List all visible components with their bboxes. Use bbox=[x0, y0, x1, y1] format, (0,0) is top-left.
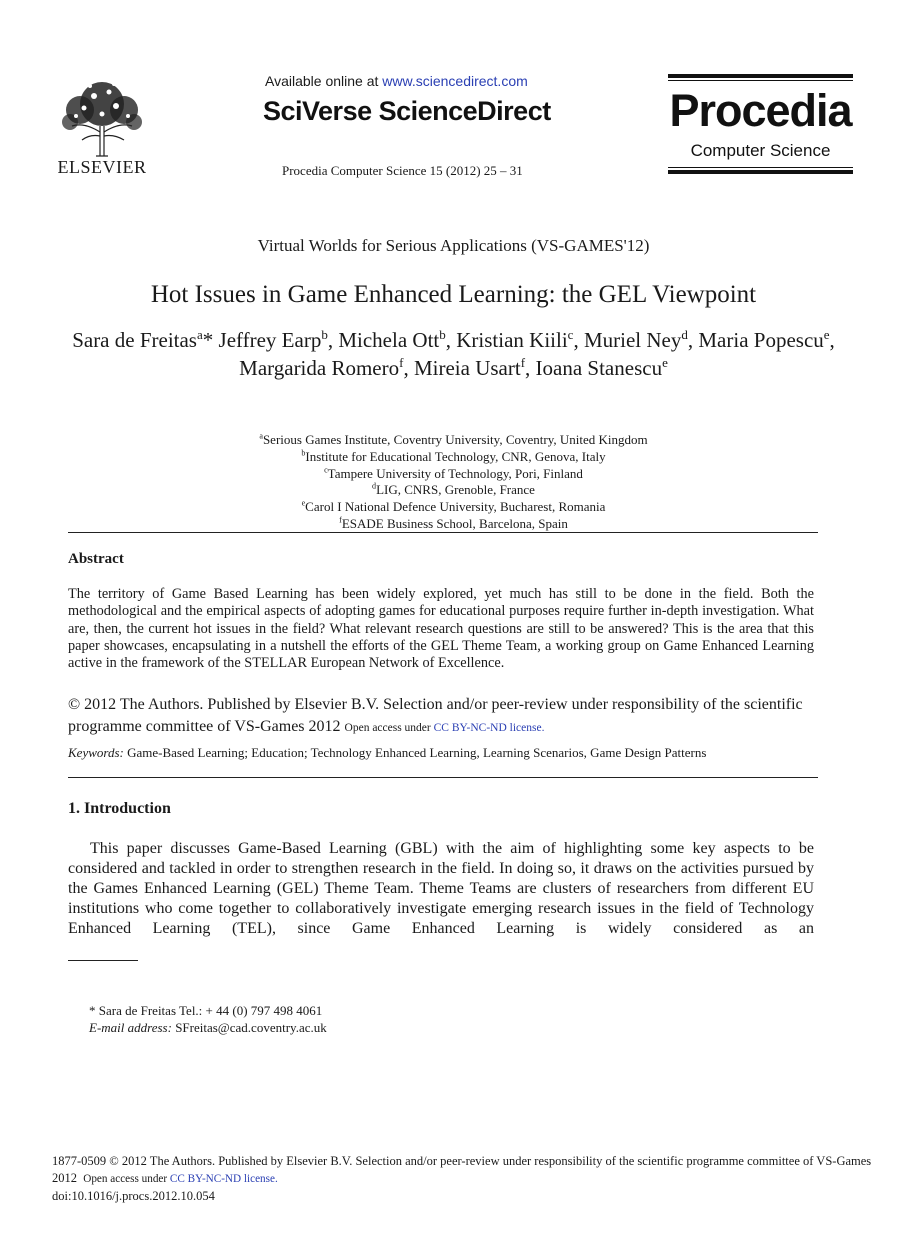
author-affiliation-mark: d bbox=[681, 327, 688, 342]
affiliation-list bbox=[0, 432, 907, 533]
author-name: Ioana Stanescu bbox=[535, 356, 663, 380]
affiliation: $^b$Institute for Educational Technology, CNR, Genova, Italy bbox=[301, 448, 606, 464]
author-affiliation-mark: f bbox=[520, 355, 526, 370]
available-online: Available online at www.sciencedirect.com bbox=[265, 73, 528, 89]
sciencedirect-link[interactable]: www.sciencedirect.com bbox=[382, 73, 528, 89]
publication-meta bbox=[52, 1153, 872, 1205]
footnote-rule bbox=[68, 960, 138, 961]
doi: doi:10.1016/j.procs.2012.10.054 bbox=[52, 1189, 215, 1203]
affiliation: $^d$LIG, CNRS, Grenoble, France bbox=[372, 482, 535, 498]
affiliation: $^c$Tampere University of Technology, Pori, Finland bbox=[324, 465, 583, 481]
conference-name: Virtual Worlds for Serious Applications (VS-GAMES'12) bbox=[257, 236, 650, 255]
header-divider bbox=[68, 532, 818, 533]
abstract-divider bbox=[68, 777, 818, 778]
footnote-contact: * Sara de Freitas Tel.: + 44 (0) 797 498 4061 bbox=[89, 1003, 323, 1018]
author-name: Sara de Freitas bbox=[72, 328, 197, 352]
author-name: Michela Ott bbox=[338, 328, 440, 352]
meta-license-link[interactable]: CC BY-NC-ND license. bbox=[169, 1173, 278, 1185]
procedia-bottom-rule bbox=[668, 170, 853, 174]
author-affiliation-mark: a bbox=[196, 327, 203, 342]
elsevier-wordmark: ELSEVIER bbox=[57, 157, 147, 177]
procedia-bottom-rule-thin bbox=[668, 167, 853, 168]
procedia-top-rule-thin bbox=[668, 80, 853, 81]
author-name: Kristian Kiili bbox=[456, 328, 568, 352]
abstract-heading: Abstract bbox=[68, 551, 124, 567]
author-affiliation-mark: f bbox=[399, 355, 404, 370]
author-name: Margarida Romero bbox=[239, 356, 400, 380]
procedia-subtitle: Computer Science bbox=[690, 141, 831, 160]
author-name: Mireia Usart bbox=[413, 356, 521, 380]
procedia-top-rule bbox=[668, 74, 853, 78]
keywords-text: Game-Based Learning; Education; Technology Enhanced Learning, Learning Scenarios, Game Design Patterns bbox=[123, 745, 707, 760]
procedia-title: Procedia bbox=[669, 85, 852, 136]
license-link[interactable]: CC BY-NC-ND license. bbox=[433, 722, 545, 734]
intro-heading: 1. Introduction bbox=[68, 800, 171, 817]
keywords bbox=[68, 745, 706, 761]
author-affiliation-mark: b bbox=[321, 327, 328, 342]
author-name: Maria Popescu bbox=[698, 328, 824, 352]
abstract-text: The territory of Game Based Learning has been widely explored, yet much has still to be done in the field. Both the methodological and the empirical aspects of adopting games for educational purposes require further in-depth investigation. What are, then, the current hot issues in the field? What relevant research questions are still to be answered? This is the area that this paper showcases, encapsulating in a nutshell the efforts of the GEL Theme Team, a working group on Game Enhanced Learning active in the framework of the STELLAR European Network of Excellence. bbox=[68, 586, 814, 672]
author-affiliation-mark: e bbox=[662, 355, 668, 370]
sciverse-logo: SciVerse ScienceDirect bbox=[263, 96, 551, 126]
affiliation: $^f$ESADE Business School, Barcelona, Spain bbox=[339, 515, 568, 531]
meta-copyright: 1877-0509 © 2012 The Authors. Published by Elsevier B.V. Selection and/or peer-review under responsibility of the scientific programme committee of VS-Games 2012 Open access under CC BY-NC-ND license. bbox=[52, 1154, 872, 1185]
author-name: Muriel Ney bbox=[583, 328, 682, 352]
keywords-label: Keywords: bbox=[68, 745, 124, 760]
affiliation: $^a$Serious Games Institute, Coventry University, Coventry, United Kingdom bbox=[259, 431, 648, 447]
paper-title: Hot Issues in Game Enhanced Learning: the GEL Viewpoint bbox=[150, 281, 757, 308]
copyright-notice: © 2012 The Authors. Published by Elsevier B.V. Selection and/or peer-review under responsibility of the scientific programme committee of VS-Games 2012 Open access under CC BY-NC-ND license. bbox=[68, 696, 803, 735]
intro-text: This paper discusses Game-Based Learning (GBL) with the aim of highlighting some key aspects to be considered and tackled in order to strengthen research in the field. In doing so, it draws on the activities pursued by the Games Enhanced Learning (GEL) Theme Team. Theme Teams are clusters of researchers from different EU institutions who come together to collaboratively investigate emerging research issues in the field of Technology Enhanced Learning (TEL), since Game Enhanced Learning is widely considered as an bbox=[68, 840, 814, 937]
footnote-email: E-mail address: SFreitas@cad.coventry.ac.uk bbox=[89, 1020, 327, 1035]
affiliation: $^e$Carol I National Defence University, Bucharest, Romania bbox=[301, 498, 606, 515]
author-affiliation-mark: c bbox=[567, 327, 574, 342]
procedia-logo bbox=[668, 74, 853, 178]
journal-reference: Procedia Computer Science 15 (2012) 25 – 31 bbox=[282, 163, 523, 178]
author-affiliation-mark: b bbox=[439, 327, 446, 342]
author-name: Jeffrey Earp bbox=[218, 328, 322, 352]
author-list: Sara de Freitas$^a$* Jeffrey Earp$^b$, Michela Ott$^b$, Kristian Kiili$^c$, Muriel Ney$^d$, Maria Popescu$^e$, Margarida Romero$^f$, Mireia Usart$^f$, Ioana Stanescu$^e$ bbox=[72, 327, 835, 380]
author-affiliation-mark: e bbox=[823, 327, 830, 342]
